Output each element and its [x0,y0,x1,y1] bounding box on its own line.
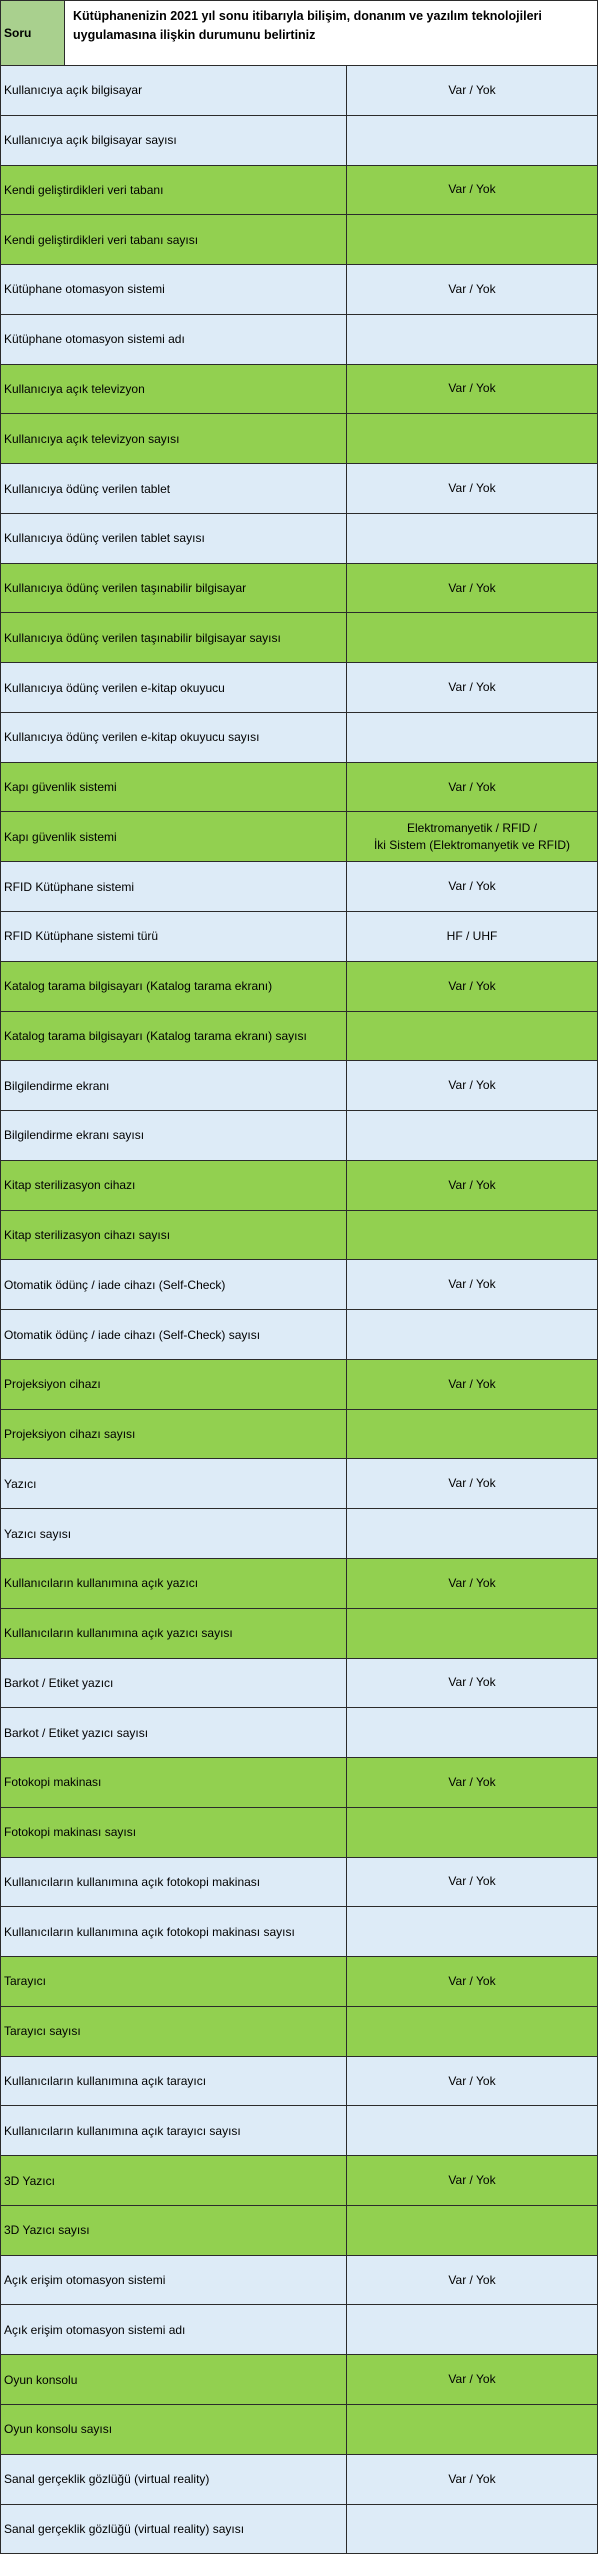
answer-cell [347,1012,598,1061]
answer-cell [347,2206,598,2255]
table-row [1,1659,598,1709]
answer-cell [347,514,598,563]
table-row [1,414,598,464]
question-cell: Kullanıcıların kullanımına açık fotokopi makinası [1,1858,347,1907]
answer-cell: Var / Yok [347,464,598,513]
answer-cell: Var / Yok [347,1459,598,1508]
answer-cell [347,1808,598,1857]
question-cell: Bilgilendirme ekranı [1,1061,347,1110]
table-row [1,613,598,663]
table-row [1,1957,598,2007]
answer-cell [347,215,598,264]
table-row [1,1459,598,1509]
table-row [1,66,598,116]
question-cell: Kapı güvenlik sistemi [1,763,347,812]
answer-cell: Var / Yok [347,1758,598,1807]
table-row [1,763,598,813]
table-row [1,1111,598,1161]
question-cell: Kullanıcıya açık televizyon sayısı [1,414,347,463]
question-cell: Kullanıcıların kullanımına açık tarayıcı sayısı [1,2106,347,2155]
table-row [1,2455,598,2505]
question-cell: Kullanıcıların kullanımına açık fotokopi makinası sayısı [1,1907,347,1956]
answer-cell: Var / Yok [347,1360,598,1409]
question-cell: Kullanıcıya açık televizyon [1,365,347,414]
answer-cell: Var / Yok [347,1061,598,1110]
table-row [1,1360,598,1410]
answer-cell: Var / Yok [347,2455,598,2504]
header-label: Soru [1,1,65,65]
table-row [1,1609,598,1659]
question-cell: Kapı güvenlik sistemi [1,812,347,861]
answer-cell [347,1410,598,1459]
question-cell: Kullanıcıya ödünç verilen tablet [1,464,347,513]
question-cell: 3D Yazıcı sayısı [1,2206,347,2255]
question-cell: Kullanıcıların kullanımına açık yazıcı sayısı [1,1609,347,1658]
answer-cell: Var / Yok [347,2156,598,2205]
question-cell: Kullanıcıya açık bilgisayar sayısı [1,116,347,165]
answer-cell [347,315,598,364]
table-row [1,1907,598,1957]
table-row [1,2305,598,2355]
question-cell: Kütüphane otomasyon sistemi adı [1,315,347,364]
question-cell: Fotokopi makinası sayısı [1,1808,347,1857]
answer-cell [347,1907,598,1956]
table-row [1,2156,598,2206]
question-cell: Kullanıcıya ödünç verilen tablet sayısı [1,514,347,563]
question-cell: Açık erişim otomasyon sistemi [1,2256,347,2305]
answer-cell [347,2505,598,2554]
table-row [1,116,598,166]
header-question: Kütüphanenizin 2021 yıl sonu itibarıyla bilişim, donanım ve yazılım teknolojileri uygulamasına ilişkin durumunu belirtiniz [65,1,597,65]
question-cell: Otomatik ödünç / iade cihazı (Self-Check) sayısı [1,1310,347,1359]
answer-cell: Var / Yok [347,166,598,215]
answer-cell [347,1609,598,1658]
table-row [1,2256,598,2306]
answer-cell: Var / Yok [347,1659,598,1708]
question-cell: Açık erişim otomasyon sistemi adı [1,2305,347,2354]
table-row [1,1260,598,1310]
question-cell: Sanal gerçeklik gözlüğü (virtual reality) sayısı [1,2505,347,2554]
answer-cell: HF / UHF [347,912,598,961]
table-row [1,713,598,763]
answer-cell: Var / Yok [347,1161,598,1210]
table-row [1,1012,598,1062]
answer-cell [347,2305,598,2354]
table-row [1,2007,598,2057]
answer-cell: Var / Yok [347,1260,598,1309]
table-row [1,1310,598,1360]
table-row [1,1559,598,1609]
table-row [1,1410,598,1460]
question-cell: Kütüphane otomasyon sistemi [1,265,347,314]
answer-cell: Var / Yok [347,862,598,911]
table-row [1,2057,598,2107]
answer-cell: Var / Yok [347,564,598,613]
answer-cell [347,414,598,463]
table-row [1,166,598,216]
question-cell: Kullanıcıya ödünç verilen e-kitap okuyucu sayısı [1,713,347,762]
question-cell: Projeksiyon cihazı sayısı [1,1410,347,1459]
answer-cell [347,713,598,762]
question-cell: Kitap sterilizasyon cihazı sayısı [1,1211,347,1260]
question-cell: Projeksiyon cihazı [1,1360,347,1409]
question-cell: Katalog tarama bilgisayarı (Katalog tarama ekranı) [1,962,347,1011]
table-row [1,2206,598,2256]
table-row [1,1061,598,1111]
table-row [1,912,598,962]
table-row [1,1758,598,1808]
answer-cell [347,2007,598,2056]
question-cell: RFID Kütüphane sistemi türü [1,912,347,961]
table-row [1,663,598,713]
table-row [1,514,598,564]
question-cell: Yazıcı [1,1459,347,1508]
table-row [1,2355,598,2405]
table-row [1,315,598,365]
answer-cell: Elektromanyetik / RFID / İki Sistem (Elektromanyetik ve RFID) [347,812,598,861]
answer-cell: Var / Yok [347,1957,598,2006]
table-row [1,1808,598,1858]
question-cell: Bilgilendirme ekranı sayısı [1,1111,347,1160]
question-cell: Kendi geliştirdikleri veri tabanı sayısı [1,215,347,264]
question-cell: Oyun konsolu [1,2355,347,2404]
table-row [1,215,598,265]
table-row [1,962,598,1012]
question-cell: Katalog tarama bilgisayarı (Katalog tarama ekranı) sayısı [1,1012,347,1061]
question-cell: Kendi geliştirdikleri veri tabanı [1,166,347,215]
question-cell: Barkot / Etiket yazıcı sayısı [1,1708,347,1757]
question-cell: Otomatik ödünç / iade cihazı (Self-Check) [1,1260,347,1309]
answer-cell [347,613,598,662]
table-row [1,464,598,514]
question-cell: Fotokopi makinası [1,1758,347,1807]
table-row [1,265,598,315]
table-header [1,1,598,66]
question-cell: Kullanıcıya ödünç verilen taşınabilir bilgisayar sayısı [1,613,347,662]
answer-cell [347,2405,598,2454]
question-cell: Kullanıcıya ödünç verilen taşınabilir bilgisayar [1,564,347,613]
question-cell: Sanal gerçeklik gözlüğü (virtual reality) [1,2455,347,2504]
answer-cell: Var / Yok [347,2057,598,2106]
answer-cell [347,1310,598,1359]
question-cell: Tarayıcı sayısı [1,2007,347,2056]
question-cell: Kitap sterilizasyon cihazı [1,1161,347,1210]
answer-cell [347,1509,598,1558]
question-cell: Oyun konsolu sayısı [1,2405,347,2454]
table-row [1,564,598,614]
answer-cell [347,1211,598,1260]
answer-cell: Var / Yok [347,1858,598,1907]
answer-cell: Var / Yok [347,365,598,414]
answer-cell [347,116,598,165]
question-cell: Yazıcı sayısı [1,1509,347,1558]
answer-cell: Var / Yok [347,763,598,812]
answer-cell: Var / Yok [347,66,598,115]
table-row [1,1858,598,1908]
table-row [1,1708,598,1758]
table-body [1,66,598,2554]
table-row [1,2106,598,2156]
question-cell: Kullanıcıların kullanımına açık tarayıcı [1,2057,347,2106]
answer-cell [347,2106,598,2155]
answer-cell [347,1111,598,1160]
table-row [1,812,598,862]
question-cell: Tarayıcı [1,1957,347,2006]
question-cell: RFID Kütüphane sistemi [1,862,347,911]
question-cell: Kullanıcıya açık bilgisayar [1,66,347,115]
answer-cell: Var / Yok [347,962,598,1011]
table-row [1,2405,598,2455]
answer-cell: Var / Yok [347,265,598,314]
answer-cell: Var / Yok [347,663,598,712]
table-row [1,365,598,415]
question-cell: 3D Yazıcı [1,2156,347,2205]
question-cell: Kullanıcıya ödünç verilen e-kitap okuyucu [1,663,347,712]
table-row [1,1211,598,1261]
answer-cell: Var / Yok [347,1559,598,1608]
table-row [1,862,598,912]
question-cell: Kullanıcıların kullanımına açık yazıcı [1,1559,347,1608]
answer-cell: Var / Yok [347,2355,598,2404]
table-row [1,2505,598,2555]
answer-cell: Var / Yok [347,2256,598,2305]
table-row [1,1509,598,1559]
question-cell: Barkot / Etiket yazıcı [1,1659,347,1708]
answer-cell [347,1708,598,1757]
table-row [1,1161,598,1211]
